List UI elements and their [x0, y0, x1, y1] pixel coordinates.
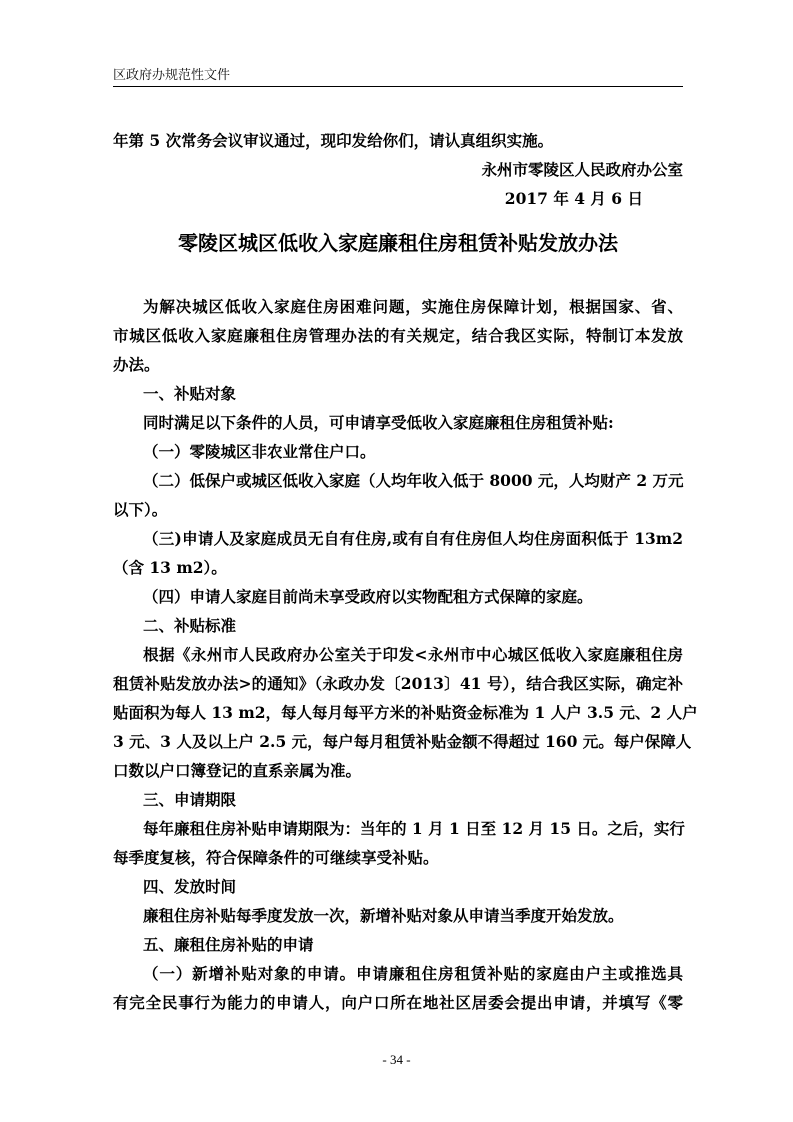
- body-line: （三)申请人及家庭成员无自有住房,或有自有住房但人均住房面积低于 13m2: [143, 529, 683, 548]
- body-line: 每年廉租住房补贴申请期限为：当年的 1 月 1 日至 12 月 15 日。之后，实行: [143, 819, 685, 838]
- body-line: 租赁补贴发放办法>的通知》（永政办发〔2013〕41 号），结合我区实际，确定补: [113, 674, 683, 693]
- header-label: 区政府办规范性文件: [113, 68, 231, 83]
- body-line: 为解决城区低收入家庭住房困难问题，实施住房保障计划，根据国家、省、: [143, 297, 683, 316]
- body-line: 办法。: [113, 355, 160, 374]
- issue-date: 2017 年 4 月 6 日: [504, 189, 643, 208]
- section-heading-5: 五、廉租住房补贴的申请: [143, 936, 314, 954]
- document-title: 零陵区城区低收入家庭廉租住房租赁补贴发放办法: [178, 231, 618, 255]
- body-line: 同时满足以下条件的人员，可申请享受低收入家庭廉租住房租赁补贴:: [143, 413, 614, 432]
- body-line: 3 元、3 人及以上户 2.5 元，每户每月租赁补贴金额不得超过 160 元。每户保障人: [113, 732, 692, 751]
- body-line: （含 13 m2）。: [113, 558, 227, 577]
- body-line: 以下）。: [113, 500, 168, 519]
- section-heading-1: 一、补贴对象: [143, 385, 237, 403]
- body-line: 根据《永州市人民政府办公室关于印发<永州市中心城区低收入家庭廉租住房: [143, 645, 683, 664]
- page-number: - 34 -: [382, 1052, 411, 1067]
- preamble-text: 年第 5 次常务会议审议通过，现印发给你们，请认真组织实施。: [113, 131, 554, 150]
- body-line: 贴面积为每人 13 m2，每人每月每平方米的补贴资金标准为 1 人户 3.5 元、2 人户: [113, 703, 698, 722]
- body-line: 每季度复核，符合保障条件的可继续享受补贴。: [113, 848, 439, 867]
- body-line: （二）低保户或城区低收入家庭（人均年收入低于 8000 元，人均财产 2 万元: [143, 471, 684, 490]
- body-line: （一）零陵城区非农业常住户口。: [143, 442, 376, 461]
- body-line: 市城区低收入家庭廉租住房管理办法的有关规定，结合我区实际，特制订本发放: [113, 326, 683, 345]
- section-heading-3: 三、申请期限: [143, 791, 237, 809]
- header-divider: [113, 86, 683, 87]
- body-line: （四）申请人家庭目前尚未享受政府以实物配租方式保障的家庭。: [143, 587, 593, 606]
- issuer-name: 永州市零陵区人民政府办公室: [481, 160, 683, 179]
- body-line: 口数以户口簿登记的直系亲属为准。: [113, 761, 362, 780]
- section-heading-2: 二、补贴标准: [143, 617, 237, 635]
- body-line: （一）新增补贴对象的申请。申请廉租住房租赁补贴的家庭由户主或推选具: [143, 964, 683, 983]
- section-heading-4: 四、发放时间: [143, 878, 237, 896]
- body-line: 有完全民事行为能力的申请人，向户口所在地社区居委会提出申请，并填写《零: [113, 993, 683, 1012]
- body-line: 廉租住房补贴每季度发放一次，新增补贴对象从申请当季度开始发放。: [143, 906, 624, 925]
